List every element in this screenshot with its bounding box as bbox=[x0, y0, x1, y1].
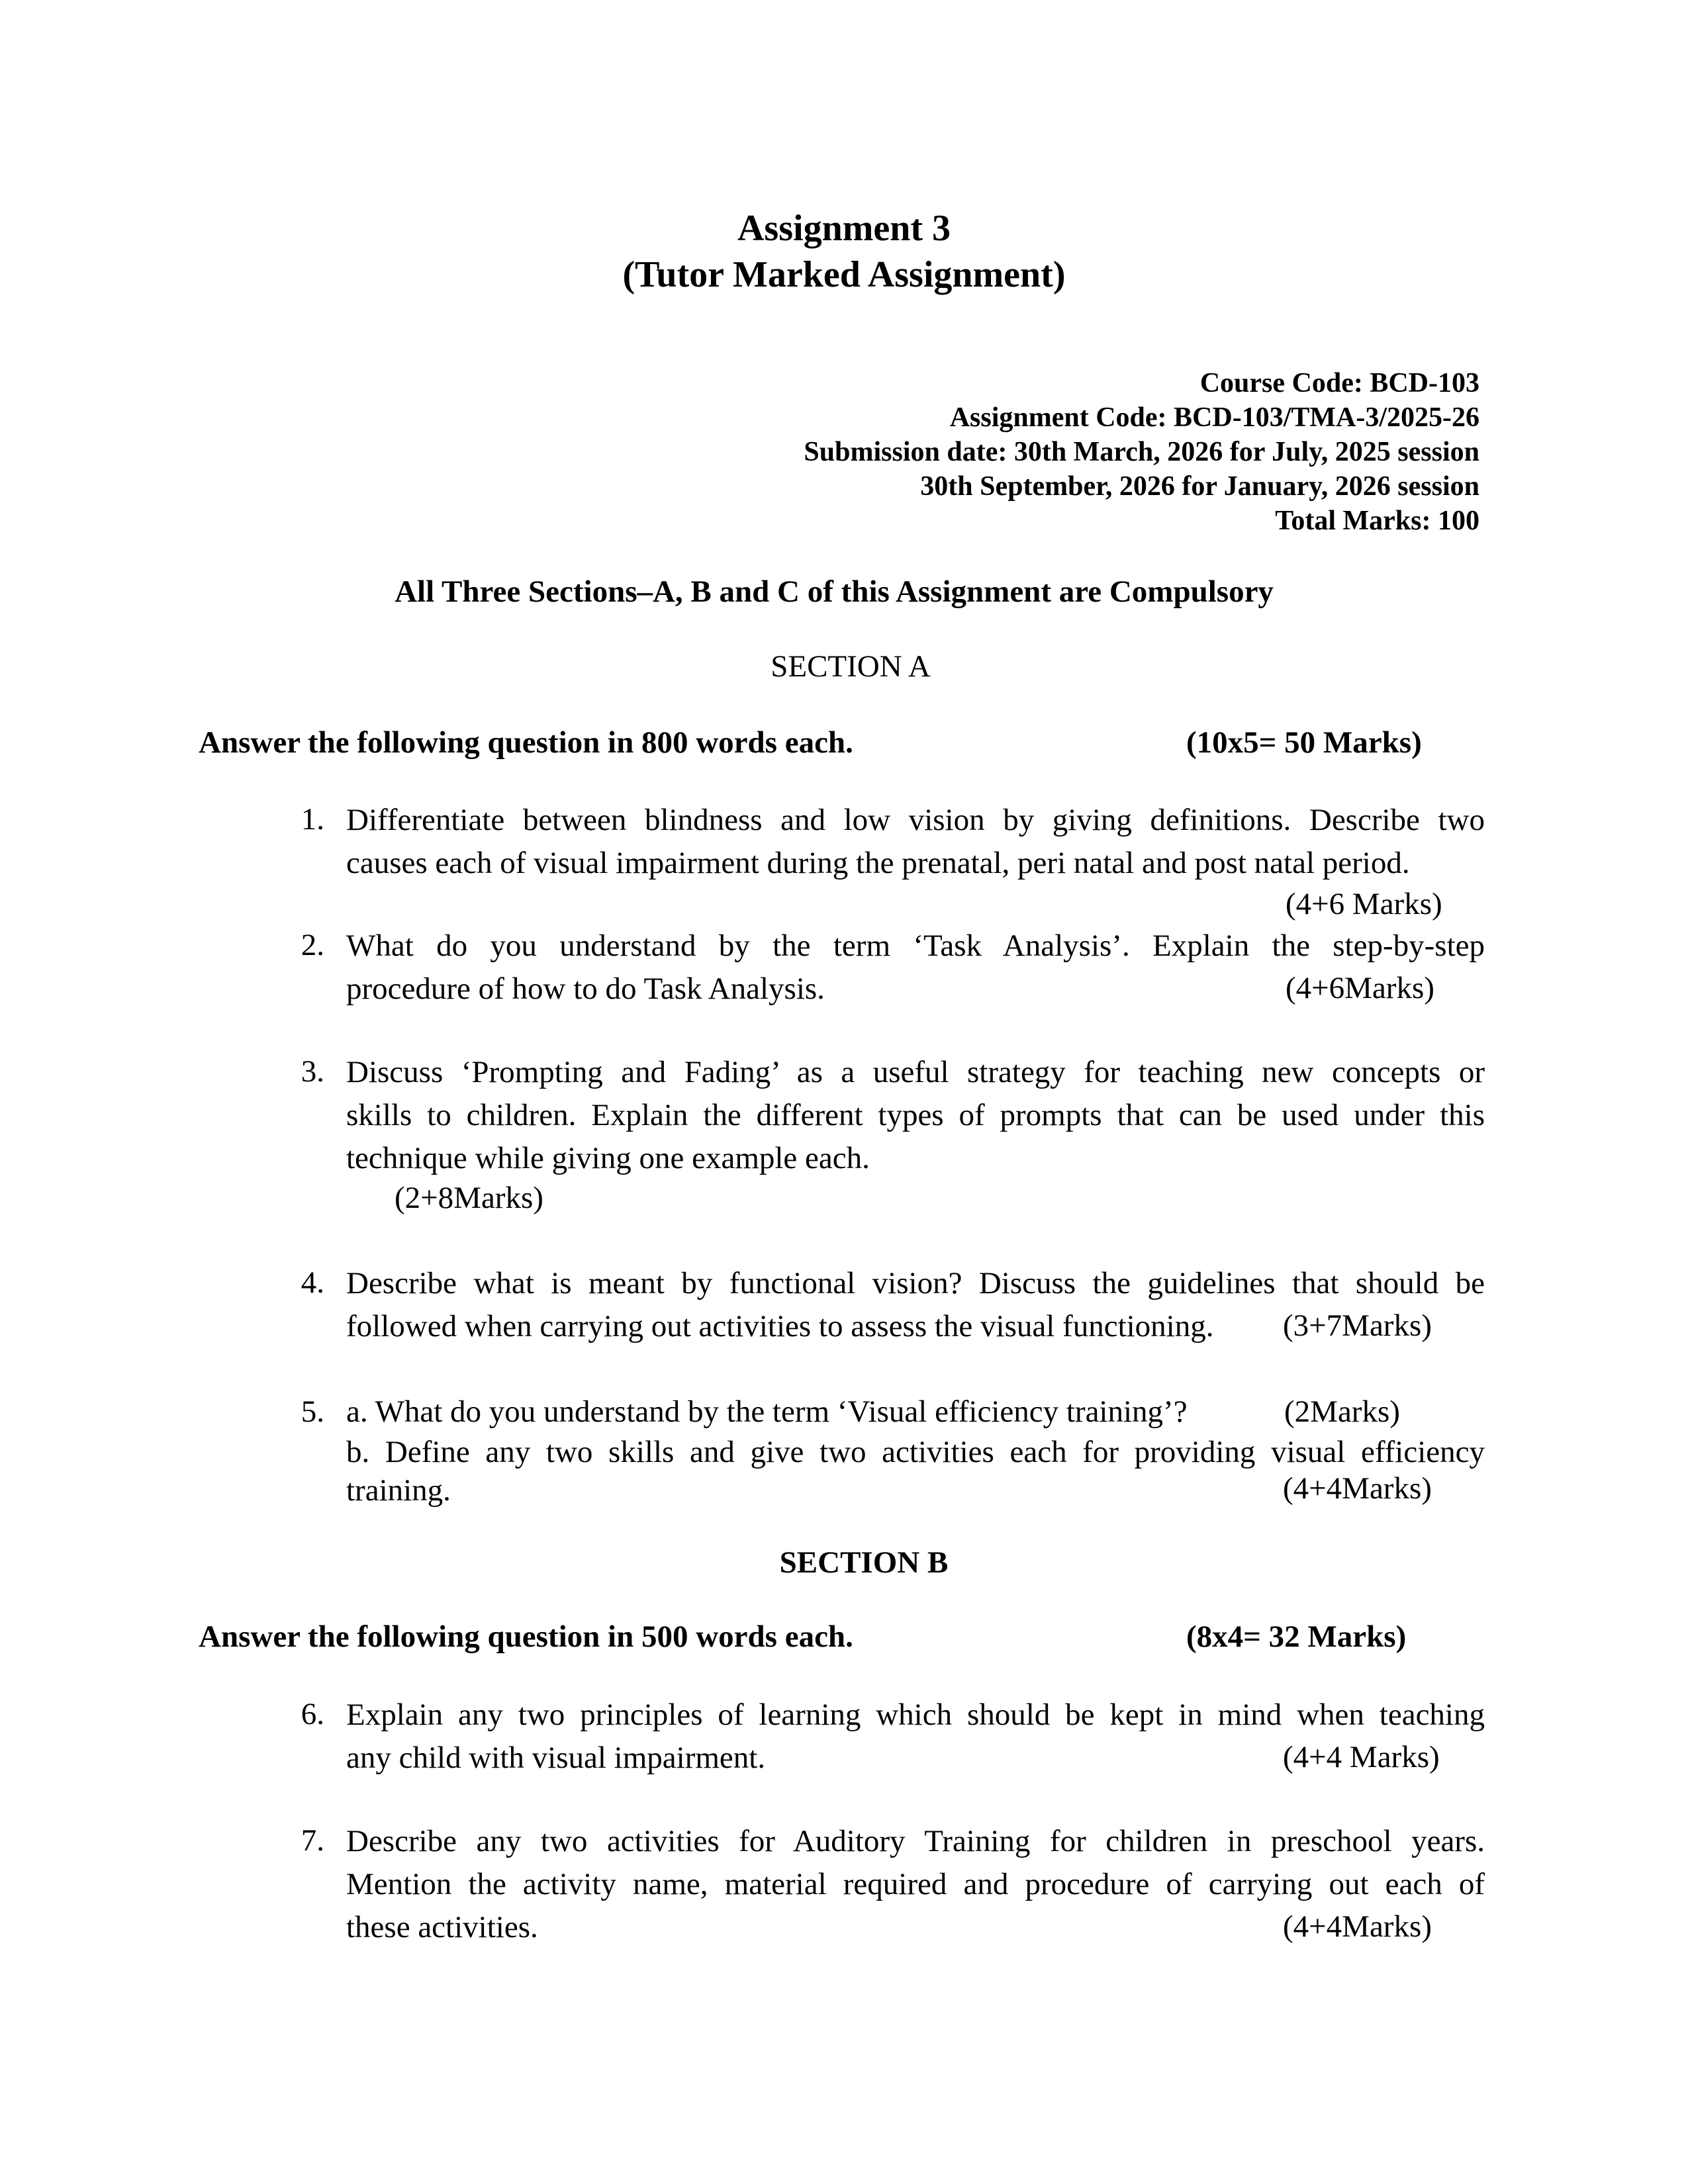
submission-date-second: 30th September, 2026 for January, 2026 session bbox=[920, 471, 1479, 502]
question-line: followed when carrying out activities to assess the visual functioning. bbox=[346, 1309, 1214, 1343]
section-a-marks: (10x5= 50 Marks) bbox=[1186, 725, 1422, 760]
question-line: training. bbox=[346, 1473, 451, 1508]
question-4-marks: (3+7Marks) bbox=[1283, 1308, 1432, 1343]
question-number: 7. bbox=[301, 1823, 324, 1858]
question-number: 1. bbox=[301, 802, 324, 837]
page-subtitle: (Tutor Marked Assignment) bbox=[622, 254, 1066, 295]
question-5a-marks: (2Marks) bbox=[1284, 1394, 1400, 1429]
question-number: 5. bbox=[301, 1394, 324, 1429]
question-line: Differentiate between blindness and low vision by giving definitions. Describe two bbox=[346, 803, 1485, 837]
question-line: skills to children. Explain the different types of prompts that can be used under this bbox=[346, 1098, 1485, 1132]
question-line: any child with visual impairment. bbox=[346, 1741, 766, 1775]
assignment-code: Assignment Code: BCD-103/TMA-3/2025-26 bbox=[949, 402, 1479, 433]
question-7-marks: (4+4Marks) bbox=[1283, 1909, 1432, 1944]
section-b-heading: SECTION B bbox=[779, 1545, 949, 1580]
question-2-marks: (4+6Marks) bbox=[1286, 971, 1434, 1005]
section-b-marks: (8x4= 32 Marks) bbox=[1186, 1619, 1407, 1654]
page-title: Assignment 3 bbox=[737, 208, 951, 249]
question-line: technique while giving one example each. bbox=[346, 1141, 870, 1175]
question-line: Describe any two activities for Auditory Training for children in preschool years. bbox=[346, 1824, 1485, 1858]
question-line: causes each of visual impairment during the prenatal, peri natal and post natal period. bbox=[346, 846, 1410, 880]
question-3-marks: (2+8Marks) bbox=[395, 1181, 543, 1215]
section-a-heading: SECTION A bbox=[771, 649, 931, 684]
question-line: procedure of how to do Task Analysis. bbox=[346, 972, 825, 1006]
total-marks: Total Marks: 100 bbox=[1275, 506, 1479, 536]
question-line: Mention the activity name, material required and procedure of carrying out each of bbox=[346, 1867, 1485, 1901]
question-3-text bbox=[346, 1051, 1485, 1180]
submission-date: Submission date: 30th March, 2026 for July, 2025 session bbox=[804, 437, 1479, 467]
question-1-text bbox=[346, 799, 1485, 885]
question-line: Describe what is meant by functional vision? Discuss the guidelines that should be bbox=[346, 1266, 1485, 1300]
question-number: 2. bbox=[301, 928, 324, 962]
question-line: b. Define any two skills and give two activities each for providing visual efficiency bbox=[346, 1435, 1485, 1469]
question-number: 3. bbox=[301, 1054, 324, 1089]
question-line: Discuss ‘Prompting and Fading’ as a useful strategy for teaching new concepts or bbox=[346, 1055, 1485, 1089]
question-6-marks: (4+4 Marks) bbox=[1283, 1740, 1440, 1774]
question-number: 4. bbox=[301, 1265, 324, 1300]
question-1-marks: (4+6 Marks) bbox=[1286, 887, 1442, 921]
course-code: Course Code: BCD-103 bbox=[1199, 368, 1479, 398]
question-line: Explain any two principles of learning which should be kept in mind when teaching bbox=[346, 1698, 1485, 1732]
question-line: these activities. bbox=[346, 1910, 538, 1944]
question-number: 6. bbox=[301, 1697, 324, 1731]
compulsory-note: All Three Sections–A, B and C of this Assignment are Compulsory bbox=[395, 574, 1274, 609]
section-a-instruction: Answer the following question in 800 words each. bbox=[199, 725, 853, 760]
question-5b-marks: (4+4Marks) bbox=[1283, 1471, 1432, 1506]
question-5a-text: a. What do you understand by the term ‘Visual efficiency training’? bbox=[346, 1394, 1188, 1429]
section-b-instruction: Answer the following question in 500 words each. bbox=[199, 1619, 853, 1654]
question-line: What do you understand by the term ‘Task Analysis’. Explain the step-by-step bbox=[346, 929, 1485, 963]
